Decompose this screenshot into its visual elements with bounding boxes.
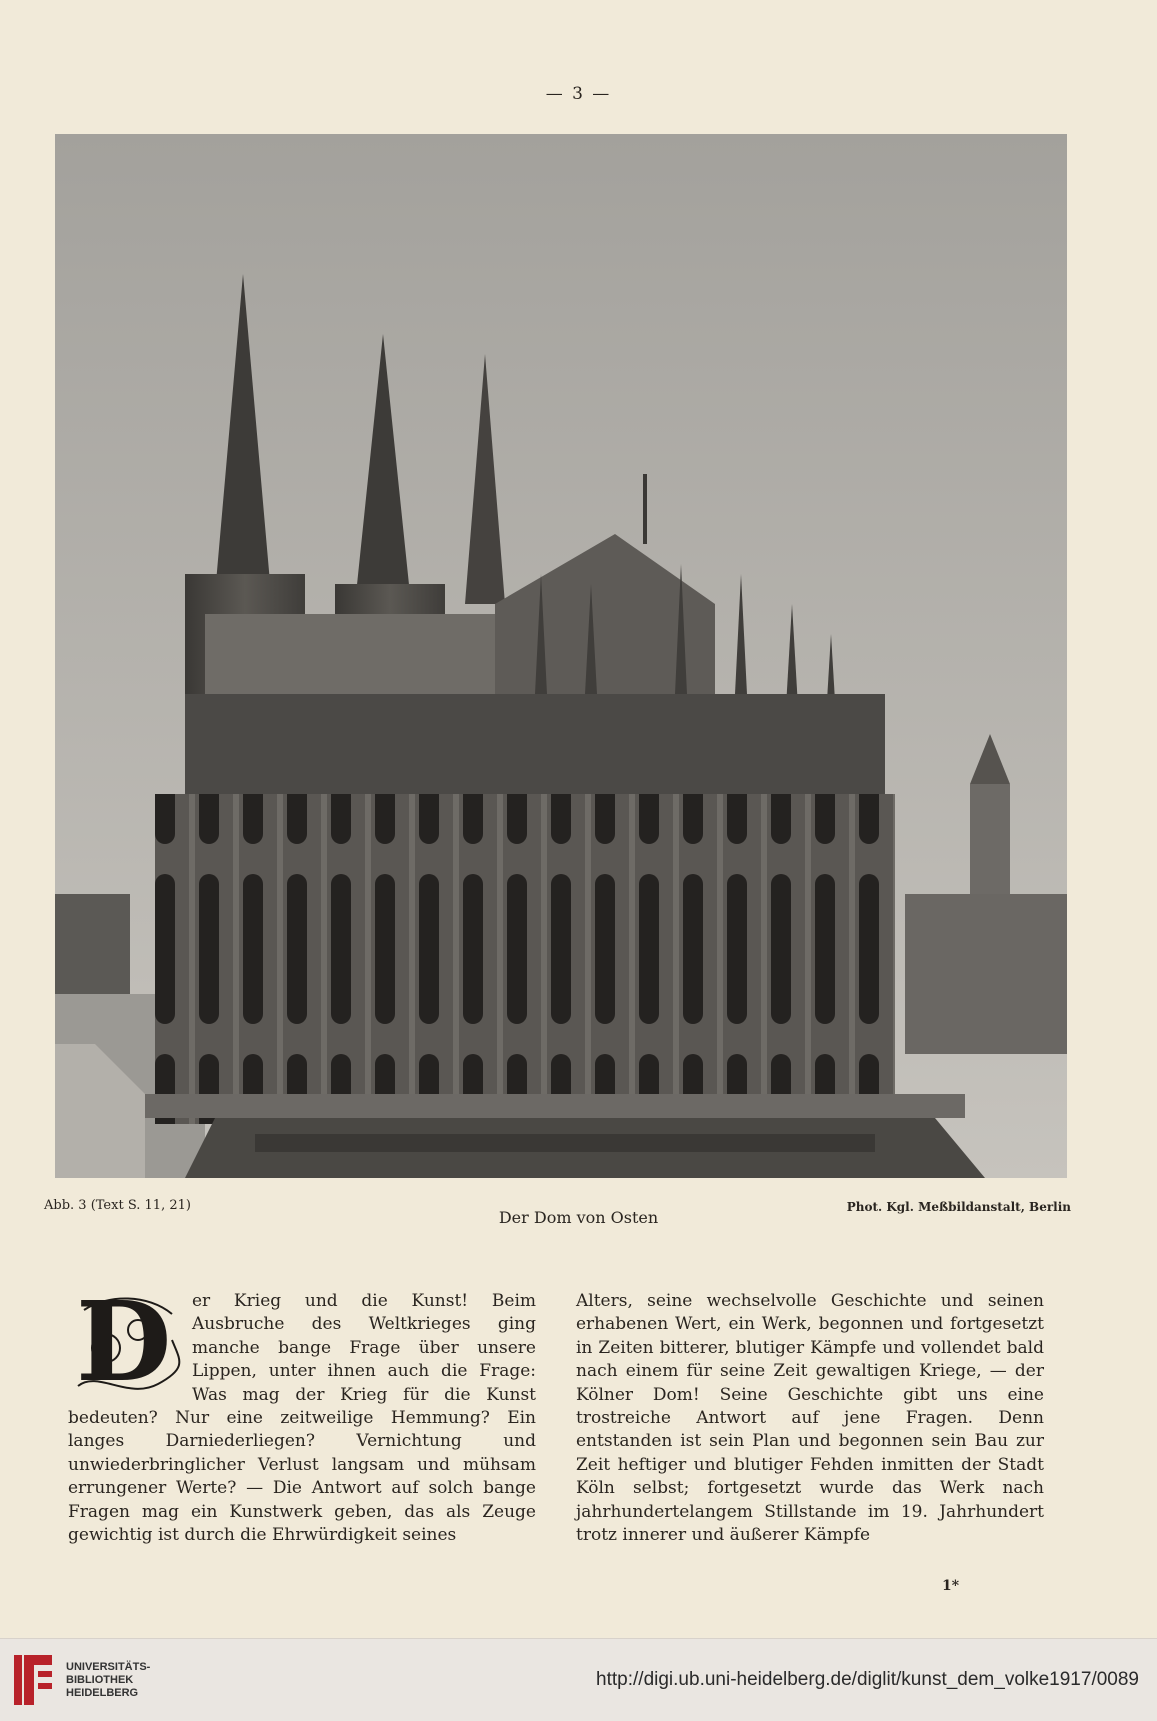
library-logo-icon	[12, 1651, 58, 1709]
library-name-line2: BIBLIOTHEK	[66, 1674, 134, 1686]
photo-credit: Phot. Kgl. Meßbildanstalt, Berlin	[846, 1200, 1071, 1214]
cathedral-photo	[55, 134, 1067, 1178]
paragraph-right: Alters, seine wechselvolle Geschichte und seinen erhabenen Wert, ein Werk, begonnen und fortgesetzt in Zeiten bitterer, blutiger Kämpfe und vollendet bald nach einem für seine Zeit gewaltigen Kriege, — der Kölner Dom! Seine Geschichte gibt uns eine trostreiche Antwort auf jene Fragen. Denn entstanden ist sein Plan und begonnen sein Bau zur Zeit heftiger und blutiger Fehden inmitten der Stadt Köln selbst; fortgesetzt wurde das Werk nach jahrhundertelangem Stillstande im 19. Jahrhundert trotz innerer und äußerer Kämpfe	[576, 1291, 1044, 1546]
signature-mark: 1*	[942, 1578, 960, 1594]
library-name-line1: UNIVERSITÄTS-	[66, 1661, 151, 1673]
dropcap-letter: D	[76, 1277, 172, 1406]
permalink-url[interactable]: http://digi.ub.uni-heidelberg.de/diglit/kunst_dem_volke1917/0089	[596, 1669, 1139, 1690]
library-name	[66, 1661, 150, 1700]
figure-label: Abb. 3 (Text S. 11, 21)	[44, 1198, 191, 1213]
page-number: — 3 —	[545, 84, 612, 104]
ornamental-initial	[68, 1277, 186, 1406]
article-column-right	[576, 1290, 1044, 1547]
figure-title: Der Dom von Osten	[498, 1208, 659, 1227]
paragraph-left: er Krieg und die Kunst! Beim Ausbruche des Weltkrieges ging manche bange Frage über unsere Lippen, unter ihnen auch die Frage: Was mag der Krieg für die Kunst bedeuten? Nur eine zeitweilige Hemmung? Ein langes Darniederliegen? Vernichtung und unwiederbringlicher Verlust langsam und mühsam errungener Werte? — Die Antwort auf solch bange Fragen mag ein Kunstwerk geben, das als Zeuge gewichtig ist durch die Ehrwürdigkeit seines	[68, 1291, 536, 1546]
library-name-line3: HEIDELBERG	[66, 1687, 139, 1699]
cathedral-illustration	[55, 134, 1067, 1178]
article-column-left	[68, 1277, 536, 1547]
library-footer	[0, 1638, 1157, 1721]
